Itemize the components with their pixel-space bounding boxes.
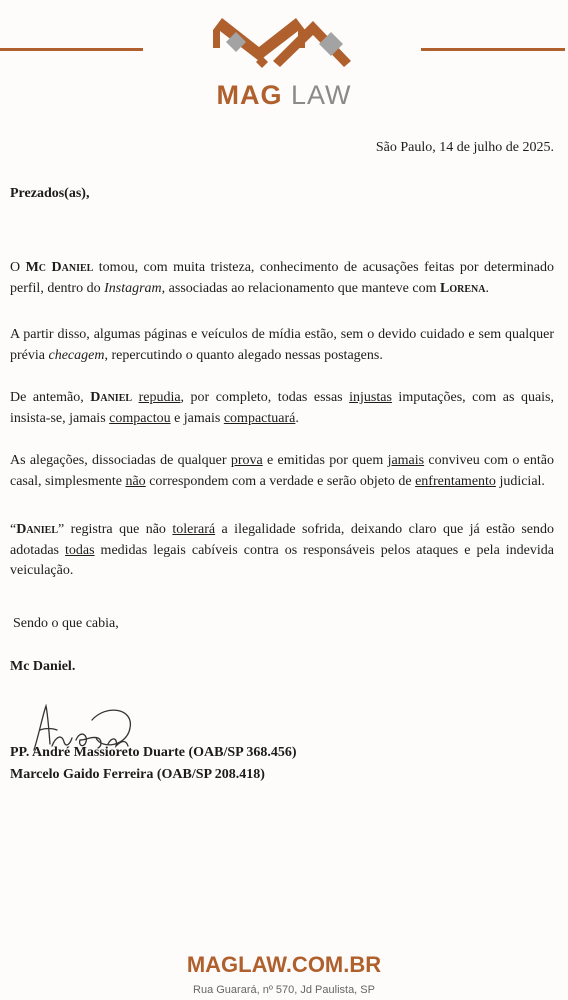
rooftops-logo-icon <box>213 18 351 76</box>
attorney-1: PP. André Massioreto Duarte (OAB/SP 368.456) <box>10 745 297 760</box>
paragraph-5: “Daniel” registra que não tolerará a ilegalidade sofrida, deixando claro que já estão sendo adotadas todas medidas legais cabíveis contra os responsáveis pelos ataques e pela indevida veiculação. <box>10 522 554 578</box>
paragraph-4: As alegações, dissociadas de qualquer prova e emitidas por quem jamais conviveu com o então casal, simplesmente não correspondem com a verdade e serão objeto de enfrentamento judicial. <box>10 453 554 489</box>
sender-name: Mc Daniel. <box>10 659 76 674</box>
name-lorena: Lorena <box>440 280 486 296</box>
letter-date: São Paulo, 14 de julho de 2025. <box>375 140 554 155</box>
brand-mag: MAG <box>216 80 283 110</box>
paragraph-1: O Mc Daniel tomou, com muita tristeza, conhecimento de acusações feitas por determinado perfil, dentro do Instagram, associadas ao relacionamento que manteve com Lorena. <box>10 260 554 296</box>
name-daniel-quoted: Daniel <box>16 522 59 537</box>
header-divider-left <box>0 48 143 51</box>
header-divider-right <box>421 48 565 51</box>
paragraph-3: De antemão, Daniel repudia, por completo, todas essas injustas imputações, com as quais, insista-se, jamais compactou e jamais compactuará. <box>10 390 555 426</box>
brand-wordmark <box>0 80 568 111</box>
letter-greeting: Prezados(as), <box>10 186 90 201</box>
checagem-text: checagem <box>48 347 105 363</box>
paragraph-2: A partir disso, algumas páginas e veículos de mídia estão, sem o devido cuidado e sem qualquer prévia checagem, repercutindo o quanto alegado nessas postagens. <box>10 327 554 363</box>
brand-law: LAW <box>291 80 352 110</box>
instagram-text: Instagram <box>104 280 162 296</box>
name-daniel: Daniel <box>90 390 133 405</box>
closing-line: Sendo o que cabia, <box>13 616 119 631</box>
footer-website: MAGLAW.COM.BR <box>186 952 382 977</box>
footer-address: Rua Guarará, nº 570, Jd Paulista, SP <box>193 984 375 996</box>
attorney-2: Marcelo Gaido Ferreira (OAB/SP 208.418) <box>10 767 265 782</box>
name-mc-daniel: Mc Daniel <box>25 260 94 275</box>
